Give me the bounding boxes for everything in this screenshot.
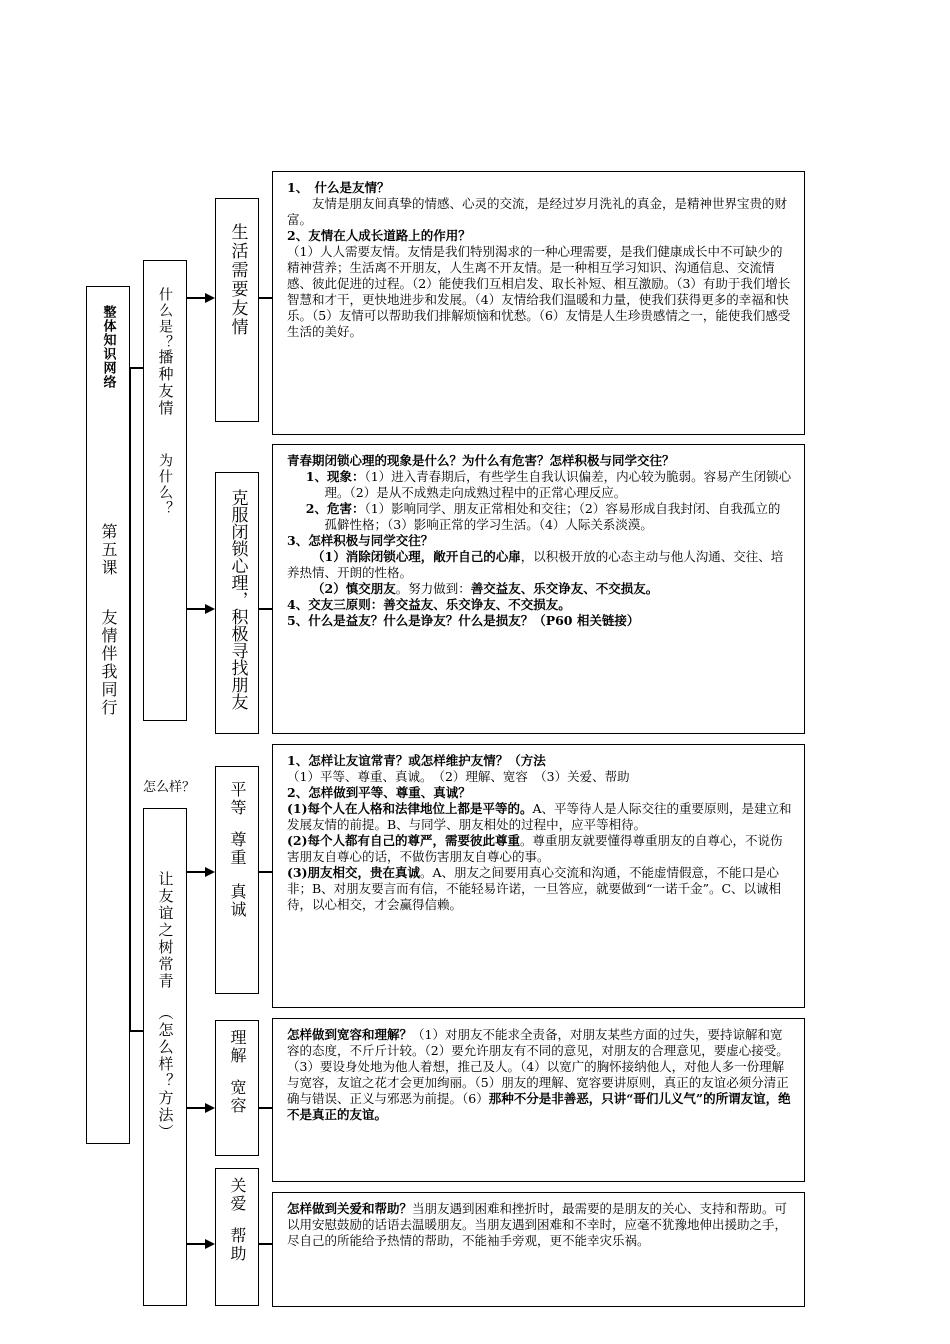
lesson-title: 友情伴我同行 [99,609,118,717]
connector [187,1107,207,1109]
node-title: 理解 [228,1029,247,1065]
phenomenon-label: 1、现象： [305,469,365,484]
node-understanding-tolerance [215,1020,259,1156]
method-bold: （2）慎交朋友 [312,581,396,596]
node-title: 尊重 [228,831,247,867]
box-title: 怎样做到宽容和理解？ [287,1027,413,1042]
point-bold: (3)朋友相交，贵在真诚 [287,865,421,880]
connector [187,297,207,299]
bracket-top [129,367,144,369]
arrow-right-icon [205,867,215,877]
node-overcome-closed-mind [215,472,259,734]
bracket-bottom [129,1030,144,1032]
group1-why-label: 为什么？ [157,453,173,517]
node-title: 生活需要友情 [227,223,248,337]
group2-label-box [143,808,187,1306]
box-title: 怎样做到关爱和帮助？ [287,1201,413,1216]
question-heading: 2、怎样做到平等、尊重、真诚？ [287,785,471,800]
answer-text: （1）人人需要友情。友情是我们特别渴求的一种心理需要，是我们健康成长中不可缺少的精神营养；生活离不开朋友，人生离不开友情。是一种相互学习知识、沟通信息、交流情感、彼此促进的过程。（2）能使我们互相启发、取长补短、相互激励。（3）有助于我们增长智慧和才干，更快地进步和发展。（4）友情给我们温暖和力量，使我们获得更多的幸福和快乐。（5）友情可以帮助我们排解烦恼和忧愁。（6）友情是人生珍贵感情之一，能使我们感受生活的美好。 [287,244,791,339]
point-text: 。A、朋友之间要用真心交流和沟通，不能虚情假意，不能口是心非；B、对朋友要言而有信，不能轻易许诺，一旦答应，就要做到“一诺千金”。C、以诚相待，以心相交，才会赢得信赖。 [287,865,782,912]
node-care-help [215,1168,259,1306]
answer-text: （1）平等、尊重、真诚。 （2）理解、宽容 （3）关爱、帮助 [287,769,630,784]
group2-title: 让友谊之树常青 [156,871,175,990]
method-text: ，以积极开放的心态主动与他人沟通、交往、培养热情、开朗的性格。 [287,549,784,580]
phenomenon-text: （1）进入青春期后，有些学生自我认识偏差，内心较为脆弱。容易产生闭锁心理。（2）是从不成熟走向成熟过程中的正常心理反应。 [324,469,792,500]
arrow-right-icon [205,293,215,303]
node-title: 平等 [228,781,247,817]
content-box-closed-mind [272,444,805,734]
node-title: 关爱 [228,1177,247,1213]
node-title: 真诚 [228,883,247,919]
overview-label: 整体知识网络 [100,305,116,389]
lesson-number: 第五课 [99,523,118,577]
overview-box [86,286,130,1144]
connector [187,871,207,873]
connector [187,1243,207,1245]
arrow-right-icon [205,1103,215,1113]
method-bold: （1）消除闭锁心理，敞开自己的心扉 [312,549,521,564]
point-bold: (1)每个人在人格和法律地位上都是平等的。 [287,801,533,816]
content-box-care [272,1192,805,1307]
group2-header: 怎么样？ [143,780,196,795]
point-bold: (2)每个人都有自己的尊严，需要彼此尊重 [287,833,521,848]
question-heading: 5、什么是益友？什么是诤友？什么是损友？（P60 相关链接） [287,613,640,628]
connector [187,608,207,610]
harm-text: （1）影响同学、朋友正常相处和交往；（2）容易形成自我封闭、自我孤立的孤僻性格；（3）影响正常的学习生活。（4）人际关系淡漠。 [324,501,781,532]
node-title: 克服闭锁心理，积极寻找朋友 [227,489,248,710]
content-box-equality [272,744,805,1008]
question-heading: 2、友情在人成长道路上的作用？ [287,228,471,243]
box-title: 青春期闭锁心理的现象是什么？为什么有危害？怎样积极与同学交往？ [287,453,675,468]
harm-label: 2、危害： [305,501,365,516]
node-life-needs-friendship [215,198,259,422]
node-title: 帮助 [228,1227,247,1263]
point-text: A、平等待人是人际交往的重要原则，是建立和发展友情的前提。B、与同学、朋友相处的过程中，应平等相待。 [287,801,792,832]
box-text: （1）对朋友不能求全责备，对朋友某些方面的过失，要持谅解和宽容的态度，不斤斤计较。（2）要允许朋友有不同的意见，对朋友的合理意见，要虚心接受。（3）要设身处地为他人着想，推己及人。（4）以宽广的胸怀接纳他人，对他人多一份理解与宽容，友谊之花才会更加绚丽。（5）朋友的理解、宽容要讲原则，真正的友谊必须分清正确与错误、正义与邪恶为前提。（6） [287,1027,789,1106]
question-heading: 3、怎样积极与同学交往？ [287,533,434,548]
box-text-bold: 那种不分是非善恶，只讲“哥们儿义气”的所谓友谊，绝不是真正的友谊。 [287,1091,791,1122]
group1-what-label: 什么是？ [157,287,173,351]
content-box-tolerance [272,1018,805,1182]
point-text: 。尊重朋友就要懂得尊重朋友的自尊心，不说伤害朋友自尊心的话，不做伤害朋友自尊心的事。 [287,833,783,864]
method-text: 。努力做到： [395,581,471,596]
question-heading: 1、怎样让友谊常青？或怎样维护友情？（方法 [287,753,546,768]
arrow-right-icon [205,1239,215,1249]
group2-subtitle: （怎么样？方法） [156,1005,175,1141]
question-heading: 1、 什么是友情？ [287,180,390,195]
node-equality-respect-sincerity [215,766,259,994]
bracket-vertical [129,367,131,1031]
arrow-right-icon [205,604,215,614]
box-text: 当朋友遇到困难和挫折时，最需要的是朋友的关心、支持和帮助。可以用安慰鼓励的话语去温暖朋友。当朋友遇到困难和不幸时，应毫不犹豫地伸出援助之手，尽自己的所能给予热情的帮助，不能袖手旁观，更不能幸灾乐祸。 [287,1201,788,1248]
group1-title: 播种友情 [156,349,175,417]
method-bold: 善交益友、乐交诤友、不交损友。 [470,581,659,596]
group1-label-box [143,260,187,721]
principles: 4、交友三原则：善交益友、乐交诤友、不交损友。 [287,597,571,612]
answer-text: 友情是朋友间真挚的情感、心灵的交流，是经过岁月洗礼的真金，是精神世界宝贵的财富。 [287,196,788,227]
node-title: 宽容 [228,1079,247,1115]
content-box-friendship [272,171,805,435]
